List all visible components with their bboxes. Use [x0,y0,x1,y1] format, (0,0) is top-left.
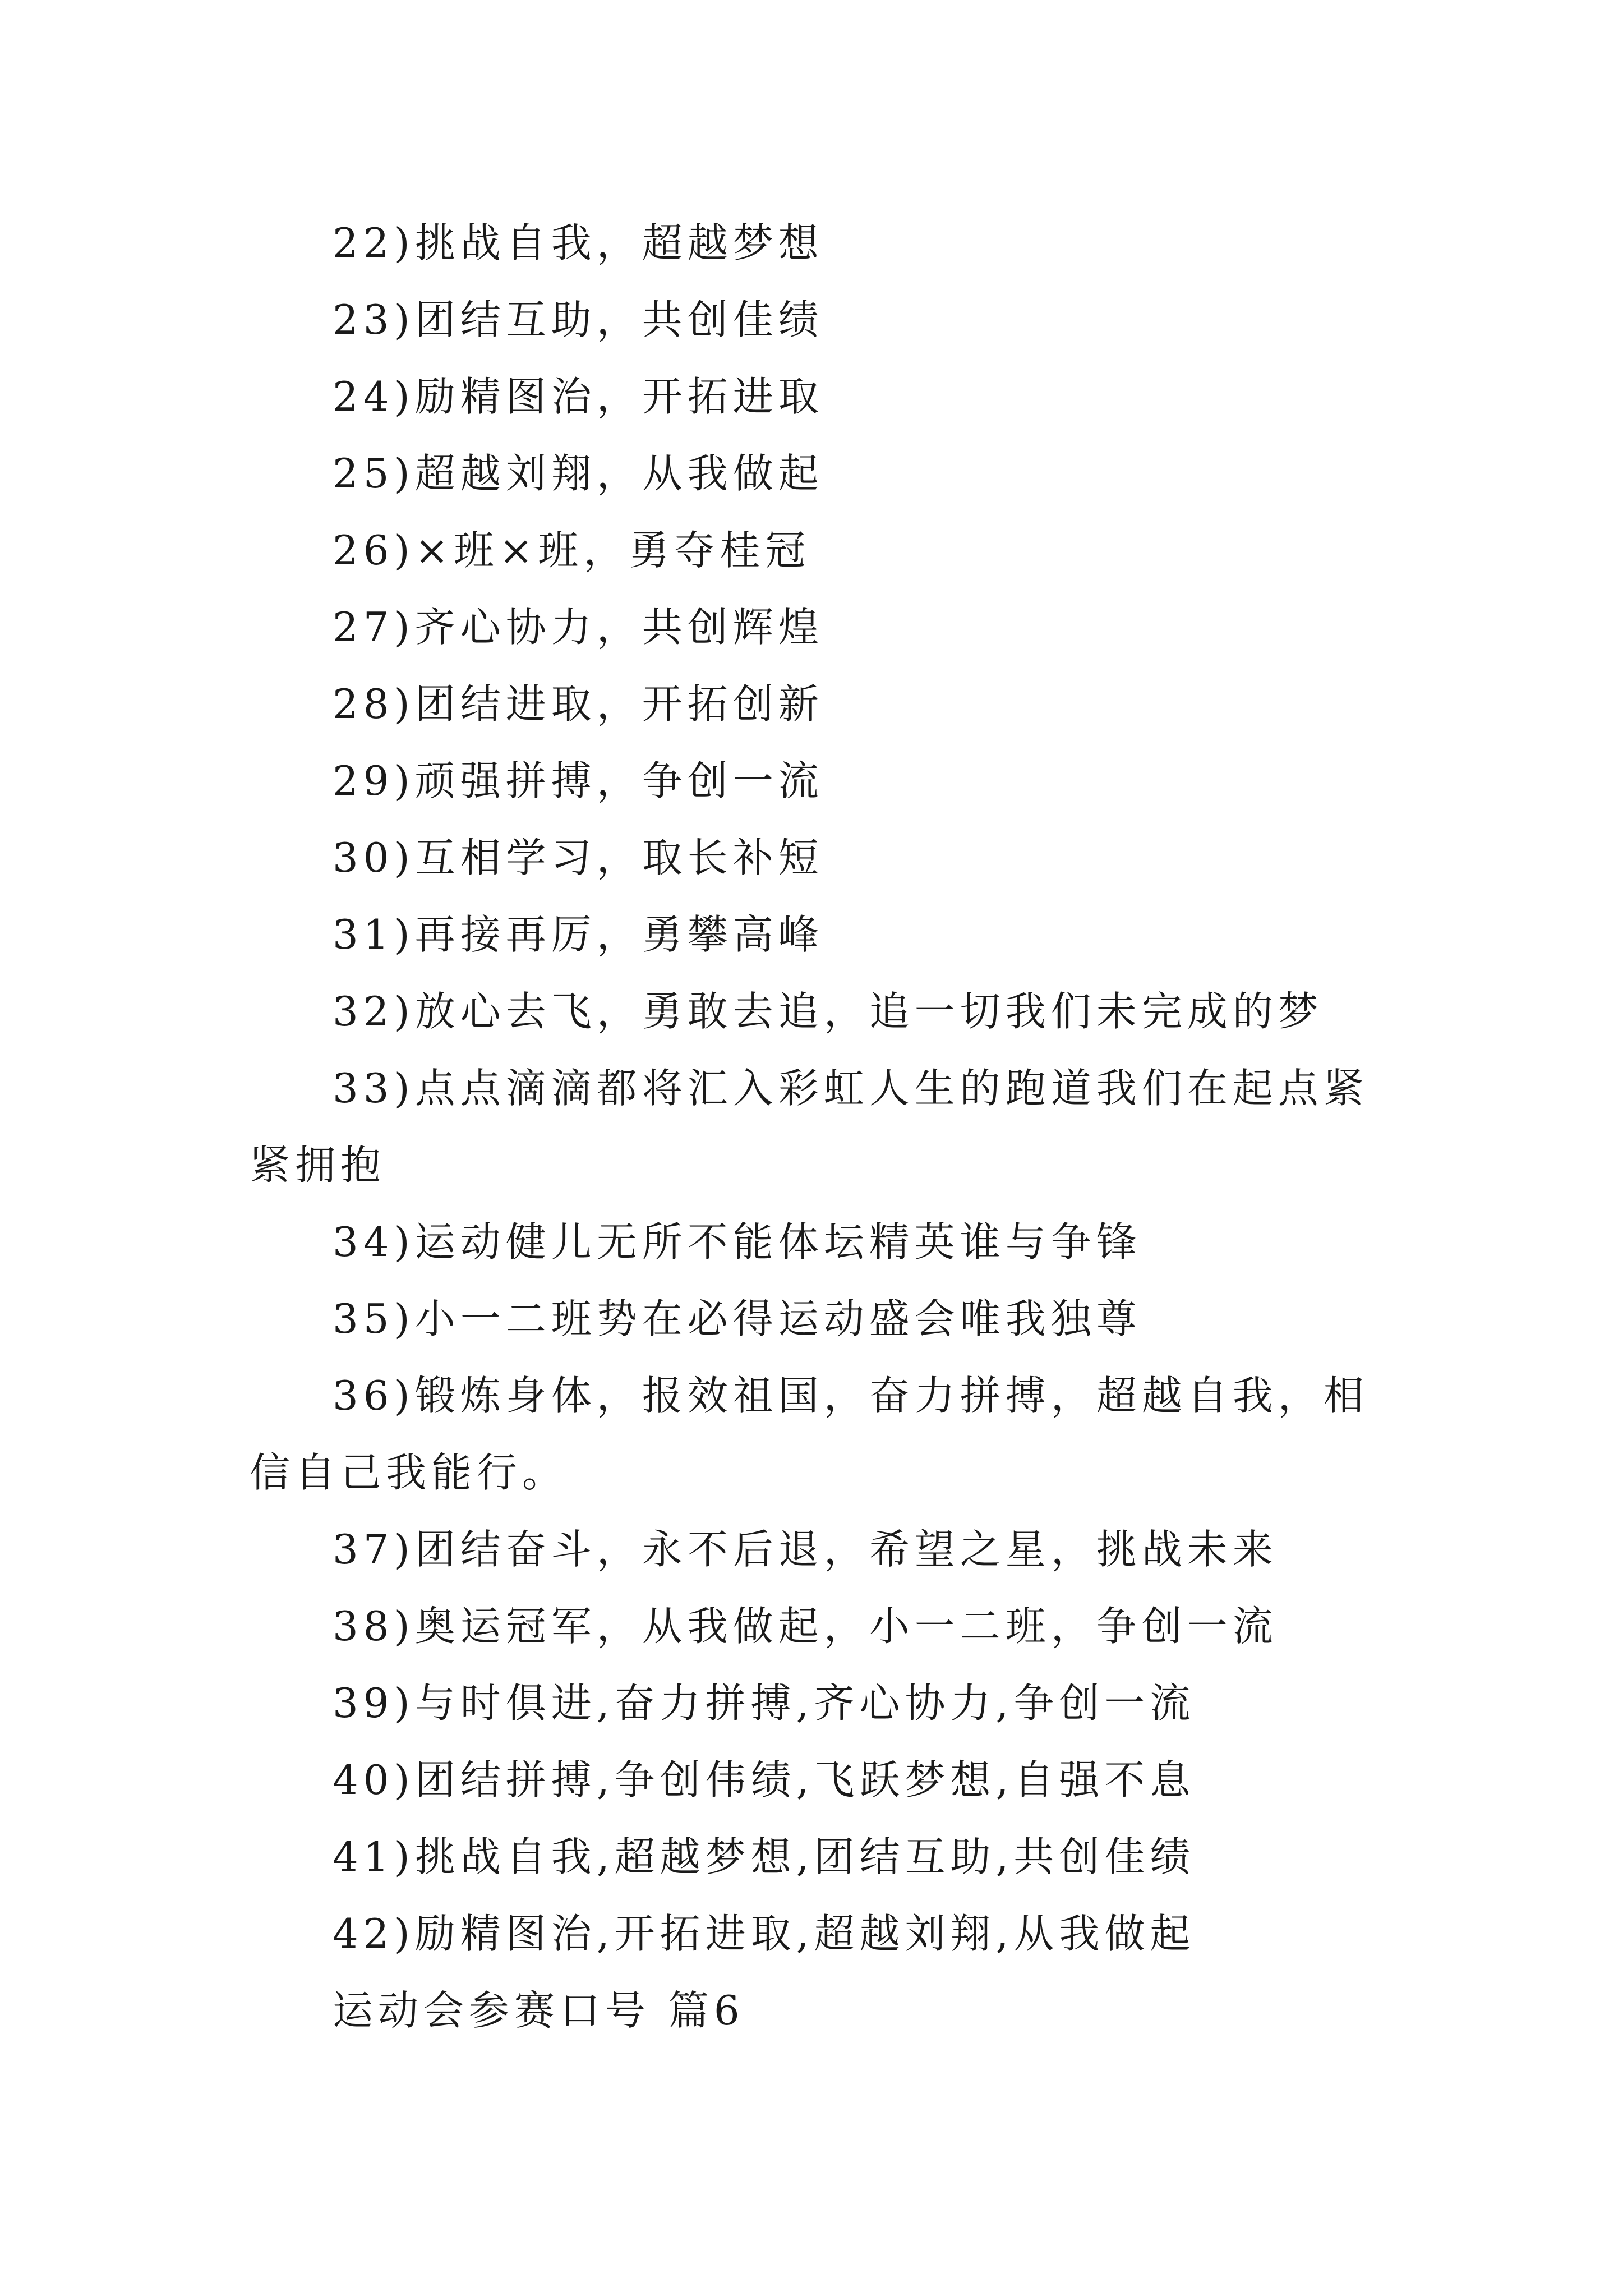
slogan-line-36: 36)锻炼身体，报效祖国，奋力拼搏，超越自我，相信自己我能行。 [250,1372,1369,1496]
slogan-line-40: 40)团结拼搏,争创伟绩,飞跃梦想,自强不息 [333,1756,1196,1803]
slogan-line-37: 37)团结奋斗，永不后退，希望之星，挑战未来 [333,1526,1278,1573]
slogan-line-38: 38)奥运冠军，从我做起，小一二班，争创一流 [333,1603,1278,1650]
section-heading: 运动会参赛口号 篇6 [333,1987,745,2034]
slogan-line-34: 34)运动健儿无所不能体坛精英谁与争锋 [333,1218,1142,1266]
slogan-line-24: 24)励精图治，开拓进取 [333,373,824,420]
slogan-line-28: 28)团结进取，开拓创新 [333,680,824,728]
slogan-line-42: 42)励精图治,开拓进取,超越刘翔,从我做起 [333,1910,1196,1957]
slogan-line-41: 41)挑战自我,超越梦想,团结互助,共创佳绩 [333,1833,1196,1880]
slogan-line-22: 22)挑战自我，超越梦想 [333,219,824,266]
slogan-line-35: 35)小一二班势在必得运动盛会唯我独尊 [333,1295,1142,1342]
slogan-line-26: 26)×班×班，勇夺桂冠 [333,527,811,574]
slogan-line-27: 27)齐心协力，共创辉煌 [333,604,824,651]
slogan-line-32: 32)放心去飞，勇敢去追，追一切我们未完成的梦 [333,988,1324,1035]
slogan-line-31: 31)再接再厉，勇攀高峰 [333,911,824,958]
slogan-line-39: 39)与时俱进,奋力拼搏,齐心协力,争创一流 [333,1680,1196,1727]
slogan-line-29: 29)顽强拼搏，争创一流 [333,757,824,804]
slogan-line-33: 33)点点滴滴都将汇入彩虹人生的跑道我们在起点紧紧拥抱 [250,1065,1369,1189]
slogan-line-25: 25)超越刘翔，从我做起 [333,450,824,497]
slogan-line-23: 23)团结互助，共创佳绩 [333,296,824,343]
slogan-line-30: 30)互相学习，取长补短 [333,834,824,881]
document-body [250,205,1399,2049]
